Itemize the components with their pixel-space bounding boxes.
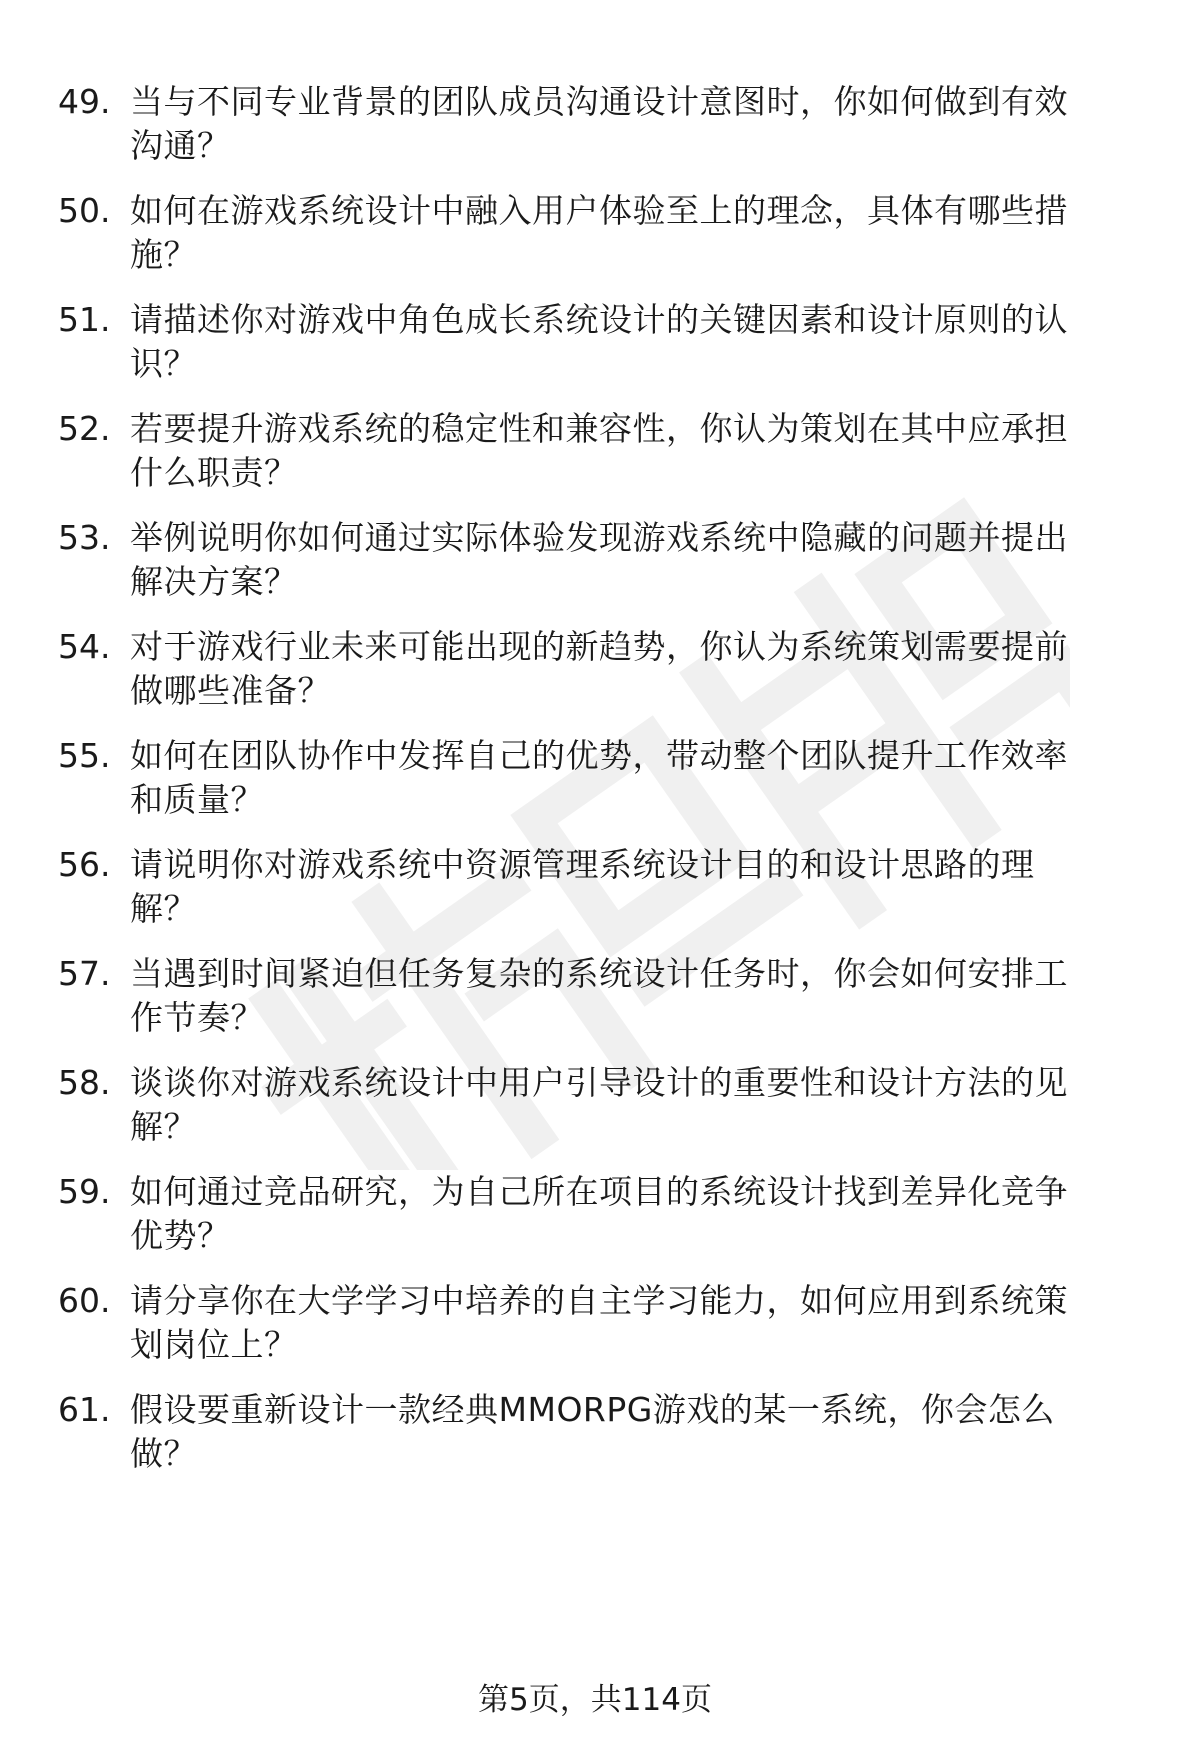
question-text-line: 做？ bbox=[130, 1434, 197, 1473]
question-number: 61. bbox=[58, 1390, 111, 1429]
question-text-line: 如何在游戏系统设计中融入用户体验至上的理念，具体有哪些措 bbox=[130, 191, 1068, 230]
question-text-line: 请描述你对游戏中角色成长系统设计的关键因素和设计原则的认 bbox=[130, 300, 1068, 339]
question-text-line: 假设要重新设计一款经典MMORPG游戏的某一系统，你会怎么 bbox=[130, 1390, 1055, 1429]
question-text bbox=[130, 625, 1140, 713]
question-text-line: 解？ bbox=[130, 889, 197, 928]
question-text bbox=[130, 843, 1140, 931]
question-text-line: 划岗位上？ bbox=[130, 1325, 298, 1364]
question-number: 58. bbox=[58, 1063, 111, 1102]
question-text-line: 对于游戏行业未来可能出现的新趋势，你认为系统策划需要提前 bbox=[130, 627, 1068, 666]
question-text bbox=[130, 734, 1140, 822]
question-text-line: 请分享你在大学学习中培养的自主学习能力，如何应用到系统策 bbox=[130, 1281, 1068, 1320]
question-text bbox=[130, 952, 1140, 1040]
question-text bbox=[130, 1388, 1140, 1476]
question-number: 49. bbox=[58, 82, 111, 121]
question-text-line: 如何在团队协作中发挥自己的优势，带动整个团队提升工作效率 bbox=[130, 736, 1068, 775]
question-text-line: 如何通过竞品研究，为自己所在项目的系统设计找到差异化竞争 bbox=[130, 1172, 1068, 1211]
question-number: 52. bbox=[58, 409, 111, 448]
question-text-line: 什么职责？ bbox=[130, 453, 298, 492]
question-text bbox=[130, 1279, 1140, 1367]
question-text-line: 请说明你对游戏系统中资源管理系统设计目的和设计思路的理 bbox=[130, 845, 1035, 884]
question-number: 50. bbox=[58, 191, 111, 230]
question-text-line: 解决方案？ bbox=[130, 562, 298, 601]
question-text bbox=[130, 189, 1140, 277]
question-text bbox=[130, 1170, 1140, 1258]
question-number: 55. bbox=[58, 736, 111, 775]
question-text-line: 做哪些准备？ bbox=[130, 671, 331, 710]
question-text-line: 当遇到时间紧迫但任务复杂的系统设计任务时，你会如何安排工 bbox=[130, 954, 1068, 993]
question-number: 60. bbox=[58, 1281, 111, 1320]
page-number-footer: 第5页，共114页 bbox=[478, 1682, 712, 1718]
question-text-line: 施？ bbox=[130, 235, 197, 274]
question-text bbox=[130, 80, 1140, 168]
question-text-line: 优势？ bbox=[130, 1216, 231, 1255]
question-text-line: 谈谈你对游戏系统设计中用户引导设计的重要性和设计方法的见 bbox=[130, 1063, 1068, 1102]
question-number: 51. bbox=[58, 300, 111, 339]
question-text bbox=[130, 1061, 1140, 1149]
question-text bbox=[130, 407, 1140, 495]
question-text-line: 沟通？ bbox=[130, 126, 231, 165]
question-text-line: 识？ bbox=[130, 344, 197, 383]
question-text bbox=[130, 298, 1140, 386]
question-text-line: 作节奏？ bbox=[130, 998, 264, 1037]
question-number: 53. bbox=[58, 518, 111, 557]
question-number: 57. bbox=[58, 954, 111, 993]
question-text-line: 和质量？ bbox=[130, 780, 264, 819]
question-number: 54. bbox=[58, 627, 111, 666]
question-text-line: 举例说明你如何通过实际体验发现游戏系统中隐藏的问题并提出 bbox=[130, 518, 1068, 557]
question-number: 59. bbox=[58, 1172, 111, 1211]
question-text-line: 若要提升游戏系统的稳定性和兼容性，你认为策划在其中应承担 bbox=[130, 409, 1068, 448]
question-text-line: 当与不同专业背景的团队成员沟通设计意图时，你如何做到有效 bbox=[130, 82, 1068, 121]
question-text bbox=[130, 516, 1140, 604]
question-number: 56. bbox=[58, 845, 111, 884]
question-text-line: 解？ bbox=[130, 1107, 197, 1146]
